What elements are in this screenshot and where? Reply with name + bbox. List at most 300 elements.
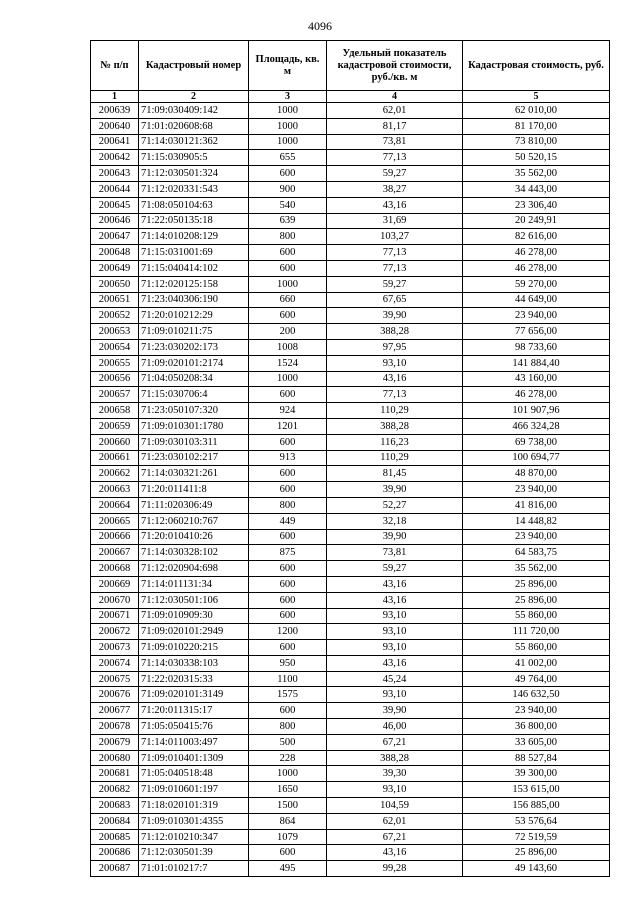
unit-value-cell: 77,13 — [327, 245, 463, 261]
cadastral-value-cell: 23 940,00 — [463, 482, 610, 498]
row-number-cell: 200669 — [91, 576, 139, 592]
cadastral-value-cell: 23 940,00 — [463, 703, 610, 719]
cadastral-value-cell: 73 810,00 — [463, 134, 610, 150]
table-row — [91, 245, 610, 261]
unit-value-cell: 43,16 — [327, 655, 463, 671]
table-row — [91, 324, 610, 340]
area-cell: 600 — [249, 529, 327, 545]
column-header-cadastral-value: Кадастровая стоимость, руб. — [463, 41, 610, 91]
table-row — [91, 798, 610, 814]
row-number-cell: 200679 — [91, 734, 139, 750]
cadastral-number-cell: 71:20:010212:29 — [139, 308, 249, 324]
cadastral-value-cell: 82 616,00 — [463, 229, 610, 245]
cadastral-number-cell: 71:15:030905:5 — [139, 150, 249, 166]
cadastral-value-cell: 156 885,00 — [463, 798, 610, 814]
unit-value-cell: 388,28 — [327, 324, 463, 340]
area-cell: 1575 — [249, 687, 327, 703]
table-row — [91, 260, 610, 276]
table-row — [91, 213, 610, 229]
column-index-row — [91, 91, 610, 103]
table-row — [91, 403, 610, 419]
cadastral-number-cell: 71:05:040518:48 — [139, 766, 249, 782]
area-cell: 1100 — [249, 671, 327, 687]
row-number-cell: 200675 — [91, 671, 139, 687]
row-number-cell: 200685 — [91, 829, 139, 845]
table-row — [91, 292, 610, 308]
unit-value-cell: 103,27 — [327, 229, 463, 245]
cadastral-value-cell: 44 649,00 — [463, 292, 610, 308]
table-row — [91, 308, 610, 324]
area-cell: 1000 — [249, 118, 327, 134]
row-number-cell: 200640 — [91, 118, 139, 134]
unit-value-cell: 93,10 — [327, 355, 463, 371]
table-row — [91, 624, 610, 640]
cadastral-number-cell: 71:04:050208:34 — [139, 371, 249, 387]
row-number-cell: 200664 — [91, 497, 139, 513]
row-number-cell: 200674 — [91, 655, 139, 671]
area-cell: 1650 — [249, 782, 327, 798]
unit-value-cell: 59,27 — [327, 276, 463, 292]
cadastral-number-cell: 71:14:011003:497 — [139, 734, 249, 750]
area-cell: 1000 — [249, 134, 327, 150]
unit-value-cell: 93,10 — [327, 624, 463, 640]
column-index: 2 — [139, 91, 249, 103]
table-body — [91, 103, 610, 877]
unit-value-cell: 110,29 — [327, 403, 463, 419]
row-number-cell: 200655 — [91, 355, 139, 371]
area-cell: 924 — [249, 403, 327, 419]
cadastral-number-cell: 71:09:010909:30 — [139, 608, 249, 624]
unit-value-cell: 93,10 — [327, 608, 463, 624]
cadastral-value-cell: 55 860,00 — [463, 640, 610, 656]
area-cell: 800 — [249, 719, 327, 735]
row-number-cell: 200656 — [91, 371, 139, 387]
table-row — [91, 181, 610, 197]
cadastral-number-cell: 71:09:010401:1309 — [139, 750, 249, 766]
unit-value-cell: 31,69 — [327, 213, 463, 229]
table-row — [91, 513, 610, 529]
column-header-unit-value: Удельный показатель кадастровой стоимости, руб./кв. м — [327, 41, 463, 91]
cadastral-number-cell: 71:15:030706:4 — [139, 387, 249, 403]
cadastral-value-cell: 100 694,77 — [463, 450, 610, 466]
cadastral-number-cell: 71:23:030202:173 — [139, 339, 249, 355]
cadastral-number-cell: 71:14:030121:362 — [139, 134, 249, 150]
area-cell: 660 — [249, 292, 327, 308]
unit-value-cell: 39,90 — [327, 529, 463, 545]
cadastral-number-cell: 71:12:060210:767 — [139, 513, 249, 529]
cadastral-number-cell: 71:22:050135:18 — [139, 213, 249, 229]
column-index: 1 — [91, 91, 139, 103]
unit-value-cell: 93,10 — [327, 687, 463, 703]
unit-value-cell: 73,81 — [327, 545, 463, 561]
table-row — [91, 434, 610, 450]
area-cell: 600 — [249, 308, 327, 324]
cadastral-number-cell: 71:23:040306:190 — [139, 292, 249, 308]
area-cell: 449 — [249, 513, 327, 529]
table-row — [91, 418, 610, 434]
area-cell: 800 — [249, 497, 327, 513]
cadastral-value-cell: 49 143,60 — [463, 861, 610, 877]
unit-value-cell: 81,17 — [327, 118, 463, 134]
unit-value-cell: 81,45 — [327, 466, 463, 482]
page-number: 4096 — [308, 19, 332, 33]
unit-value-cell: 77,13 — [327, 260, 463, 276]
area-cell: 495 — [249, 861, 327, 877]
area-cell: 600 — [249, 260, 327, 276]
row-number-cell: 200684 — [91, 813, 139, 829]
unit-value-cell: 388,28 — [327, 418, 463, 434]
unit-value-cell: 43,16 — [327, 197, 463, 213]
unit-value-cell: 99,28 — [327, 861, 463, 877]
table-row — [91, 497, 610, 513]
cadastral-value-cell: 64 583,75 — [463, 545, 610, 561]
table-row — [91, 339, 610, 355]
row-number-cell: 200651 — [91, 292, 139, 308]
row-number-cell: 200668 — [91, 561, 139, 577]
row-number-cell: 200646 — [91, 213, 139, 229]
table-row — [91, 387, 610, 403]
unit-value-cell: 67,21 — [327, 829, 463, 845]
cadastral-number-cell: 71:09:010220:215 — [139, 640, 249, 656]
table-row — [91, 640, 610, 656]
table-row — [91, 703, 610, 719]
row-number-cell: 200644 — [91, 181, 139, 197]
area-cell: 600 — [249, 576, 327, 592]
table-row — [91, 529, 610, 545]
column-index: 5 — [463, 91, 610, 103]
cadastral-number-cell: 71:01:020608:68 — [139, 118, 249, 134]
row-number-cell: 200672 — [91, 624, 139, 640]
cadastral-value-cell: 23 940,00 — [463, 308, 610, 324]
unit-value-cell: 97,95 — [327, 339, 463, 355]
cadastral-number-cell: 71:05:050415:76 — [139, 719, 249, 735]
cadastral-number-cell: 71:22:020315:33 — [139, 671, 249, 687]
row-number-cell: 200676 — [91, 687, 139, 703]
cadastral-value-cell: 25 896,00 — [463, 845, 610, 861]
cadastral-value-cell: 49 764,00 — [463, 671, 610, 687]
cadastral-number-cell: 71:23:050107:320 — [139, 403, 249, 419]
unit-value-cell: 77,13 — [327, 387, 463, 403]
column-header-number: № п/п — [91, 41, 139, 91]
cadastral-number-cell: 71:12:020125:158 — [139, 276, 249, 292]
unit-value-cell: 45,24 — [327, 671, 463, 687]
table-row — [91, 150, 610, 166]
cadastral-number-cell: 71:09:030409:142 — [139, 103, 249, 119]
table-row — [91, 229, 610, 245]
unit-value-cell: 38,27 — [327, 181, 463, 197]
cadastral-value-cell: 25 896,00 — [463, 592, 610, 608]
table-row — [91, 734, 610, 750]
area-cell: 500 — [249, 734, 327, 750]
area-cell: 600 — [249, 640, 327, 656]
area-cell: 1000 — [249, 276, 327, 292]
area-cell: 600 — [249, 608, 327, 624]
unit-value-cell: 39,90 — [327, 703, 463, 719]
unit-value-cell: 46,00 — [327, 719, 463, 735]
area-cell: 639 — [249, 213, 327, 229]
unit-value-cell: 77,13 — [327, 150, 463, 166]
table-row — [91, 355, 610, 371]
area-cell: 600 — [249, 387, 327, 403]
cadastral-value-cell: 43 160,00 — [463, 371, 610, 387]
unit-value-cell: 93,10 — [327, 640, 463, 656]
table-row — [91, 861, 610, 877]
area-cell: 200 — [249, 324, 327, 340]
area-cell: 600 — [249, 434, 327, 450]
table-row — [91, 608, 610, 624]
cadastral-value-cell: 69 738,00 — [463, 434, 610, 450]
unit-value-cell: 43,16 — [327, 592, 463, 608]
table-row — [91, 561, 610, 577]
cadastral-number-cell: 71:09:010211:75 — [139, 324, 249, 340]
unit-value-cell: 39,90 — [327, 308, 463, 324]
row-number-cell: 200648 — [91, 245, 139, 261]
unit-value-cell: 67,21 — [327, 734, 463, 750]
row-number-cell: 200678 — [91, 719, 139, 735]
row-number-cell: 200660 — [91, 434, 139, 450]
unit-value-cell: 59,27 — [327, 166, 463, 182]
unit-value-cell: 43,16 — [327, 371, 463, 387]
area-cell: 1000 — [249, 371, 327, 387]
unit-value-cell: 116,23 — [327, 434, 463, 450]
unit-value-cell: 59,27 — [327, 561, 463, 577]
row-number-cell: 200643 — [91, 166, 139, 182]
cadastral-value-cell: 59 270,00 — [463, 276, 610, 292]
table-row — [91, 276, 610, 292]
row-number-cell: 200662 — [91, 466, 139, 482]
unit-value-cell: 62,01 — [327, 813, 463, 829]
row-number-cell: 200677 — [91, 703, 139, 719]
row-number-cell: 200671 — [91, 608, 139, 624]
row-number-cell: 200667 — [91, 545, 139, 561]
cadastral-value-cell: 20 249,91 — [463, 213, 610, 229]
cadastral-value-cell: 466 324,28 — [463, 418, 610, 434]
unit-value-cell: 43,16 — [327, 845, 463, 861]
table-row — [91, 766, 610, 782]
cadastral-value-cell: 101 907,96 — [463, 403, 610, 419]
table-row — [91, 103, 610, 119]
table-row — [91, 719, 610, 735]
area-cell: 875 — [249, 545, 327, 561]
table-row — [91, 750, 610, 766]
row-number-cell: 200659 — [91, 418, 139, 434]
cadastral-number-cell: 71:15:040414:102 — [139, 260, 249, 276]
cadastral-value-cell: 46 278,00 — [463, 260, 610, 276]
row-number-cell: 200665 — [91, 513, 139, 529]
row-number-cell: 200680 — [91, 750, 139, 766]
cadastral-value-cell: 14 448,82 — [463, 513, 610, 529]
area-cell: 600 — [249, 845, 327, 861]
table-row — [91, 576, 610, 592]
cadastral-value-cell: 46 278,00 — [463, 387, 610, 403]
cadastral-value-cell: 55 860,00 — [463, 608, 610, 624]
unit-value-cell: 110,29 — [327, 450, 463, 466]
table-header-row — [91, 41, 610, 91]
table-row — [91, 687, 610, 703]
area-cell: 600 — [249, 703, 327, 719]
area-cell: 1000 — [249, 766, 327, 782]
cadastral-value-cell: 72 519,59 — [463, 829, 610, 845]
area-cell: 1000 — [249, 103, 327, 119]
cadastral-number-cell: 71:12:030501:106 — [139, 592, 249, 608]
area-cell: 600 — [249, 592, 327, 608]
cadastral-number-cell: 71:09:010601:197 — [139, 782, 249, 798]
cadastral-value-cell: 23 306,40 — [463, 197, 610, 213]
cadastral-value-cell: 48 870,00 — [463, 466, 610, 482]
table-row — [91, 655, 610, 671]
column-index: 4 — [327, 91, 463, 103]
cadastral-value-cell: 81 170,00 — [463, 118, 610, 134]
row-number-cell: 200650 — [91, 276, 139, 292]
row-number-cell: 200642 — [91, 150, 139, 166]
column-index: 3 — [249, 91, 327, 103]
cadastral-number-cell: 71:09:030103:311 — [139, 434, 249, 450]
table-row — [91, 845, 610, 861]
area-cell: 1524 — [249, 355, 327, 371]
column-header-cadastral-number: Кадастровый номер — [139, 41, 249, 91]
area-cell: 1201 — [249, 418, 327, 434]
cadastral-value-cell: 141 884,40 — [463, 355, 610, 371]
unit-value-cell: 388,28 — [327, 750, 463, 766]
cadastral-value-cell: 41 816,00 — [463, 497, 610, 513]
area-cell: 600 — [249, 561, 327, 577]
cadastral-value-cell: 34 443,00 — [463, 181, 610, 197]
row-number-cell: 200686 — [91, 845, 139, 861]
row-number-cell: 200661 — [91, 450, 139, 466]
table-row — [91, 118, 610, 134]
row-number-cell: 200647 — [91, 229, 139, 245]
table-row — [91, 545, 610, 561]
cadastral-number-cell: 71:01:010217:7 — [139, 861, 249, 877]
row-number-cell: 200641 — [91, 134, 139, 150]
table-row — [91, 466, 610, 482]
cadastral-number-cell: 71:09:010301:4355 — [139, 813, 249, 829]
row-number-cell: 200673 — [91, 640, 139, 656]
cadastral-number-cell: 71:15:031001:69 — [139, 245, 249, 261]
table-row — [91, 197, 610, 213]
cadastral-value-cell: 35 562,00 — [463, 166, 610, 182]
row-number-cell: 200663 — [91, 482, 139, 498]
table-row — [91, 671, 610, 687]
row-number-cell: 200639 — [91, 103, 139, 119]
cadastral-number-cell: 71:09:020101:3149 — [139, 687, 249, 703]
table-row — [91, 450, 610, 466]
table-row — [91, 166, 610, 182]
area-cell: 913 — [249, 450, 327, 466]
cadastral-value-table — [90, 40, 610, 877]
unit-value-cell: 93,10 — [327, 782, 463, 798]
unit-value-cell: 43,16 — [327, 576, 463, 592]
cadastral-value-cell: 111 720,00 — [463, 624, 610, 640]
area-cell: 600 — [249, 166, 327, 182]
cadastral-value-cell: 88 527,84 — [463, 750, 610, 766]
row-number-cell: 200670 — [91, 592, 139, 608]
area-cell: 900 — [249, 181, 327, 197]
area-cell: 540 — [249, 197, 327, 213]
row-number-cell: 200666 — [91, 529, 139, 545]
area-cell: 228 — [249, 750, 327, 766]
unit-value-cell: 32,18 — [327, 513, 463, 529]
area-cell: 600 — [249, 245, 327, 261]
cadastral-value-cell: 98 733,60 — [463, 339, 610, 355]
cadastral-value-cell: 46 278,00 — [463, 245, 610, 261]
cadastral-value-cell: 33 605,00 — [463, 734, 610, 750]
area-cell: 1008 — [249, 339, 327, 355]
area-cell: 1500 — [249, 798, 327, 814]
area-cell: 864 — [249, 813, 327, 829]
table-row — [91, 134, 610, 150]
cadastral-number-cell: 71:12:030501:324 — [139, 166, 249, 182]
cadastral-value-cell: 50 520,15 — [463, 150, 610, 166]
area-cell: 655 — [249, 150, 327, 166]
cadastral-number-cell: 71:14:011131:34 — [139, 576, 249, 592]
table-row — [91, 829, 610, 845]
cadastral-number-cell: 71:09:020101:2174 — [139, 355, 249, 371]
row-number-cell: 200683 — [91, 798, 139, 814]
cadastral-number-cell: 71:08:050104:63 — [139, 197, 249, 213]
cadastral-number-cell: 71:14:010208:129 — [139, 229, 249, 245]
row-number-cell: 200652 — [91, 308, 139, 324]
cadastral-value-cell: 39 300,00 — [463, 766, 610, 782]
cadastral-value-cell: 36 800,00 — [463, 719, 610, 735]
cadastral-number-cell: 71:20:011315:17 — [139, 703, 249, 719]
cadastral-value-cell: 153 615,00 — [463, 782, 610, 798]
cadastral-number-cell: 71:09:020101:2949 — [139, 624, 249, 640]
cadastral-value-cell: 77 656,00 — [463, 324, 610, 340]
unit-value-cell: 62,01 — [327, 103, 463, 119]
row-number-cell: 200657 — [91, 387, 139, 403]
table-row — [91, 782, 610, 798]
row-number-cell: 200645 — [91, 197, 139, 213]
cadastral-value-cell: 146 632,50 — [463, 687, 610, 703]
cadastral-number-cell: 71:20:011411:8 — [139, 482, 249, 498]
cadastral-number-cell: 71:12:020904:698 — [139, 561, 249, 577]
unit-value-cell: 52,27 — [327, 497, 463, 513]
cadastral-number-cell: 71:23:030102:217 — [139, 450, 249, 466]
cadastral-number-cell: 71:18:020101:319 — [139, 798, 249, 814]
cadastral-value-cell: 62 010,00 — [463, 103, 610, 119]
cadastral-value-cell: 25 896,00 — [463, 576, 610, 592]
cadastral-value-cell: 35 562,00 — [463, 561, 610, 577]
row-number-cell: 200658 — [91, 403, 139, 419]
cadastral-number-cell: 71:14:030328:102 — [139, 545, 249, 561]
row-number-cell: 200653 — [91, 324, 139, 340]
unit-value-cell: 104,59 — [327, 798, 463, 814]
cadastral-number-cell: 71:14:030321:261 — [139, 466, 249, 482]
cadastral-value-cell: 23 940,00 — [463, 529, 610, 545]
unit-value-cell: 73,81 — [327, 134, 463, 150]
cadastral-number-cell: 71:09:010301:1780 — [139, 418, 249, 434]
area-cell: 600 — [249, 482, 327, 498]
table-row — [91, 482, 610, 498]
unit-value-cell: 39,30 — [327, 766, 463, 782]
cadastral-value-cell: 41 002,00 — [463, 655, 610, 671]
cadastral-number-cell: 71:12:010210:347 — [139, 829, 249, 845]
table-row — [91, 813, 610, 829]
cadastral-number-cell: 71:11:020306:49 — [139, 497, 249, 513]
column-header-area: Площадь, кв. м — [249, 41, 327, 91]
unit-value-cell: 67,65 — [327, 292, 463, 308]
table-row — [91, 592, 610, 608]
area-cell: 600 — [249, 466, 327, 482]
area-cell: 1200 — [249, 624, 327, 640]
row-number-cell: 200649 — [91, 260, 139, 276]
area-cell: 950 — [249, 655, 327, 671]
cadastral-value-cell: 53 576,64 — [463, 813, 610, 829]
area-cell: 1079 — [249, 829, 327, 845]
row-number-cell: 200681 — [91, 766, 139, 782]
cadastral-number-cell: 71:14:030338:103 — [139, 655, 249, 671]
